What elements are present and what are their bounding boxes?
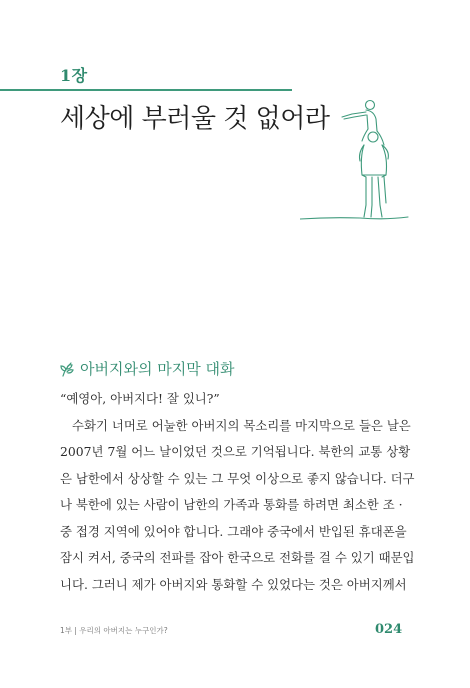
section-heading xyxy=(60,358,234,379)
footer-part-title: 1부 | 우리의 아버지는 누구인가? xyxy=(60,626,168,635)
leaf-icon xyxy=(60,361,74,377)
body-line: 중 접경 지역에 있어야 합니다. 그래야 중국에서 반입된 휴대폰을 xyxy=(60,523,407,539)
page-number: 024 xyxy=(375,622,403,637)
chapter-rule xyxy=(0,89,292,91)
body-line: 수화기 너머로 어눌한 아버지의 목소리를 마지막으로 들은 날은 xyxy=(72,417,411,433)
chapter-label: 1장 xyxy=(60,66,88,85)
body-line: 니다. 그러니 제가 아버지와 통화할 수 있었다는 것은 아버지께서 xyxy=(60,576,407,592)
body-text xyxy=(60,386,415,598)
body-line: 2007년 7월 어느 날이었던 것으로 기억됩니다. 북한의 교통 상황 xyxy=(60,444,411,459)
body-line: 나 북한에 있는 사람이 남한의 가족과 통화를 하려면 최소한 조 · xyxy=(60,497,403,512)
section-title: 아버지와의 마지막 대화 xyxy=(80,360,235,378)
father-child-shoulders-illustration xyxy=(300,95,410,225)
body-line: 잠시 켜서, 중국의 전파를 잡아 한국으로 전화를 걸 수 있기 때문입 xyxy=(60,550,415,565)
chapter-title: 세상에 부러울 것 없어라 xyxy=(60,104,330,134)
quote-line: “예영아, 아버지다! 잘 있니?” xyxy=(60,391,220,406)
body-line: 은 남한에서 상상할 수 있는 그 무엇 이상으로 좋지 않습니다. 더구 xyxy=(60,470,415,486)
